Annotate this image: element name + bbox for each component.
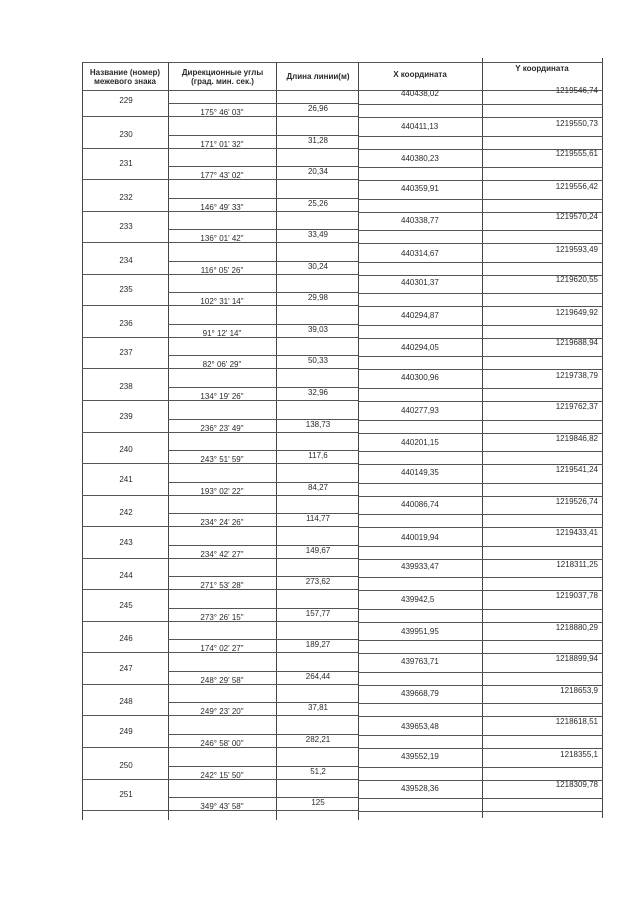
- point-number: 246: [119, 634, 133, 644]
- x-coordinate: 440301,37: [401, 278, 439, 288]
- x-coordinate: 439933,47: [401, 562, 439, 572]
- y-coordinate: 1219433,41: [555, 527, 598, 537]
- point-number: 235: [119, 285, 133, 295]
- line-length: 50,33: [307, 356, 329, 366]
- x-coordinate: 440338,77: [401, 216, 439, 226]
- point-number: 239: [119, 411, 133, 421]
- point-number: 237: [119, 348, 133, 358]
- row-divider: [358, 546, 603, 547]
- header-length: Длина линии(м): [286, 72, 350, 81]
- point-number: 243: [119, 537, 133, 547]
- line-length: 39,03: [307, 324, 329, 334]
- direction-angle: 234° 42' 27": [200, 549, 244, 559]
- x-coordinate: 440314,67: [401, 248, 439, 258]
- row-divider: [358, 199, 603, 200]
- point-number: 234: [119, 255, 133, 265]
- y-coordinate: 1219556,42: [555, 181, 598, 191]
- direction-angle: 243° 51' 59": [200, 455, 244, 465]
- row-divider: [358, 767, 603, 768]
- column-divider: [82, 62, 83, 820]
- line-length: 31,28: [307, 135, 329, 145]
- line-length: 125: [311, 798, 325, 808]
- y-coordinate: 1218880,29: [555, 623, 598, 633]
- y-coordinate: 1219550,73: [555, 118, 598, 128]
- x-coordinate: 439942,5: [401, 594, 435, 604]
- row-divider: [358, 262, 603, 263]
- direction-angle: 82° 06' 29": [202, 360, 242, 370]
- row-divider: [358, 388, 603, 389]
- point-number: 236: [119, 318, 133, 328]
- header-name: Название (номер) межевого знака: [89, 68, 161, 86]
- direction-angle: 91° 12' 14": [202, 328, 242, 338]
- direction-angle: 171° 01' 32": [200, 139, 244, 149]
- x-coordinate: 439552,19: [401, 751, 439, 761]
- y-coordinate: 1219649,92: [555, 307, 598, 317]
- direction-angle: 193° 02' 22": [200, 486, 244, 496]
- y-coordinate: 1219037,78: [555, 590, 598, 600]
- y-coordinate: 1219620,55: [555, 275, 598, 285]
- row-divider: [358, 356, 603, 357]
- row-divider: [358, 798, 603, 799]
- line-length: 264,44: [305, 671, 331, 681]
- x-coordinate: 440294,05: [401, 343, 439, 353]
- row-divider: [358, 703, 603, 704]
- y-coordinate: 1219738,79: [555, 370, 598, 380]
- row-divider: [358, 811, 603, 812]
- x-coordinate: 440438,02: [401, 89, 439, 98]
- x-coordinate: 440359,91: [401, 183, 439, 193]
- row-divider: [358, 293, 603, 294]
- point-number: 245: [119, 600, 133, 610]
- y-coordinate: 1219555,61: [555, 149, 598, 159]
- y-coordinate: 1219546,74: [555, 86, 598, 95]
- direction-angle: 116° 05' 26": [200, 265, 244, 275]
- header-y: Y координата: [515, 64, 569, 73]
- y-coordinate: 1218899,94: [555, 653, 598, 663]
- direction-angle: 102° 31' 14": [200, 297, 244, 307]
- y-coordinate: 1219541,24: [555, 464, 598, 474]
- y-coordinate: 1218653,9: [560, 686, 598, 696]
- row-divider: [358, 230, 603, 231]
- x-coordinate: 440277,93: [401, 405, 439, 415]
- direction-angle: 175° 46' 03": [200, 108, 244, 117]
- x-coordinate: 439951,95: [401, 627, 439, 637]
- x-coordinate: 440086,74: [401, 500, 439, 510]
- line-length: 25,26: [307, 198, 329, 208]
- point-number: 248: [119, 697, 133, 707]
- direction-angle: 248° 29' 58": [200, 675, 244, 685]
- y-coordinate: 1218618,51: [555, 717, 598, 726]
- row-divider: [358, 577, 603, 578]
- header-x: X координата: [393, 70, 447, 79]
- point-number: 233: [119, 222, 133, 232]
- row-divider: [358, 483, 603, 484]
- row-divider: [82, 62, 603, 63]
- direction-angle: 136° 01' 42": [200, 234, 244, 244]
- x-coordinate: 440294,87: [401, 310, 439, 320]
- line-length: 51,2: [310, 766, 326, 776]
- row-divider: [358, 104, 603, 105]
- x-coordinate: 440300,96: [401, 372, 439, 382]
- point-number: 247: [119, 663, 133, 673]
- point-number: 241: [119, 474, 133, 484]
- point-number: 238: [119, 381, 133, 391]
- line-length: 20,34: [307, 167, 329, 177]
- x-coordinate: 439528,36: [401, 784, 439, 794]
- point-number: 232: [119, 192, 133, 202]
- row-divider: [358, 640, 603, 641]
- point-number: 231: [119, 159, 133, 169]
- line-length: 29,98: [307, 293, 329, 303]
- line-length: 117,6: [308, 451, 328, 461]
- line-length: 37,81: [307, 703, 329, 713]
- point-number: 249: [119, 727, 133, 736]
- line-length: 32,96: [307, 387, 329, 397]
- x-coordinate: 440411,13: [401, 121, 439, 131]
- line-length: 282,21: [305, 735, 331, 744]
- line-length: 138,73: [305, 419, 331, 429]
- y-coordinate: 1218309,78: [555, 780, 598, 790]
- line-length: 26,96: [307, 104, 329, 113]
- point-number: 242: [119, 508, 133, 518]
- x-coordinate: 439653,48: [401, 722, 439, 731]
- y-coordinate: 1218355,1: [560, 749, 598, 759]
- direction-angle: 134° 19' 26": [200, 391, 244, 401]
- direction-angle: 236° 23' 49": [200, 423, 244, 433]
- y-coordinate: 1219846,82: [555, 434, 598, 444]
- row-divider: [358, 514, 603, 515]
- line-length: 30,24: [307, 261, 329, 271]
- x-coordinate: 440201,15: [401, 438, 439, 448]
- y-coordinate: 1219570,24: [555, 212, 598, 222]
- row-divider: [358, 325, 603, 326]
- direction-angle: 242° 15' 50": [200, 770, 244, 780]
- row-divider: [358, 167, 603, 168]
- column-divider: [358, 63, 359, 820]
- x-coordinate: 439763,71: [401, 656, 439, 666]
- direction-angle: 234° 24' 26": [200, 518, 244, 528]
- line-length: 273,62: [305, 577, 331, 587]
- row-divider: [358, 672, 603, 673]
- point-number: 244: [119, 571, 133, 581]
- direction-angle: 249° 23' 20": [200, 707, 244, 717]
- x-coordinate: 440149,35: [401, 467, 439, 477]
- point-number: 230: [119, 129, 133, 139]
- line-length: 84,27: [307, 482, 329, 492]
- line-length: 149,67: [305, 545, 331, 555]
- direction-angle: 271° 53' 28": [200, 581, 244, 591]
- x-coordinate: 439668,79: [401, 689, 439, 699]
- row-divider: [358, 420, 603, 421]
- point-number: 251: [119, 790, 133, 800]
- y-coordinate: 1219688,94: [555, 338, 598, 348]
- column-divider: [168, 62, 169, 820]
- line-length: 33,49: [307, 230, 329, 240]
- y-coordinate: 1218311,25: [556, 560, 598, 570]
- direction-angle: 349° 43' 58": [200, 802, 244, 812]
- x-coordinate: 440380,23: [401, 154, 439, 164]
- direction-angle: 146° 49' 33": [200, 202, 244, 212]
- row-divider: [358, 735, 603, 736]
- column-divider: [276, 63, 277, 820]
- point-number: 250: [119, 760, 133, 770]
- y-coordinate: 1219762,37: [555, 401, 598, 411]
- line-length: 157,77: [305, 608, 331, 618]
- line-length: 114,77: [306, 514, 330, 524]
- row-divider: [358, 136, 603, 137]
- point-number: 240: [119, 445, 133, 455]
- y-coordinate: 1219526,74: [555, 497, 598, 507]
- line-length: 189,27: [305, 640, 331, 650]
- row-divider: [358, 451, 603, 452]
- row-divider: [358, 609, 603, 610]
- direction-angle: 246° 58' 00": [200, 739, 244, 748]
- x-coordinate: 440019,94: [401, 532, 439, 542]
- point-number: 229: [119, 96, 133, 105]
- direction-angle: 177° 43' 02": [200, 171, 244, 181]
- direction-angle: 174° 02' 27": [200, 644, 244, 654]
- y-coordinate: 1219593,49: [555, 244, 598, 254]
- direction-angle: 273° 26' 15": [200, 612, 244, 622]
- header-angle: Дирекционные углы (град. мин. сек.): [181, 68, 264, 86]
